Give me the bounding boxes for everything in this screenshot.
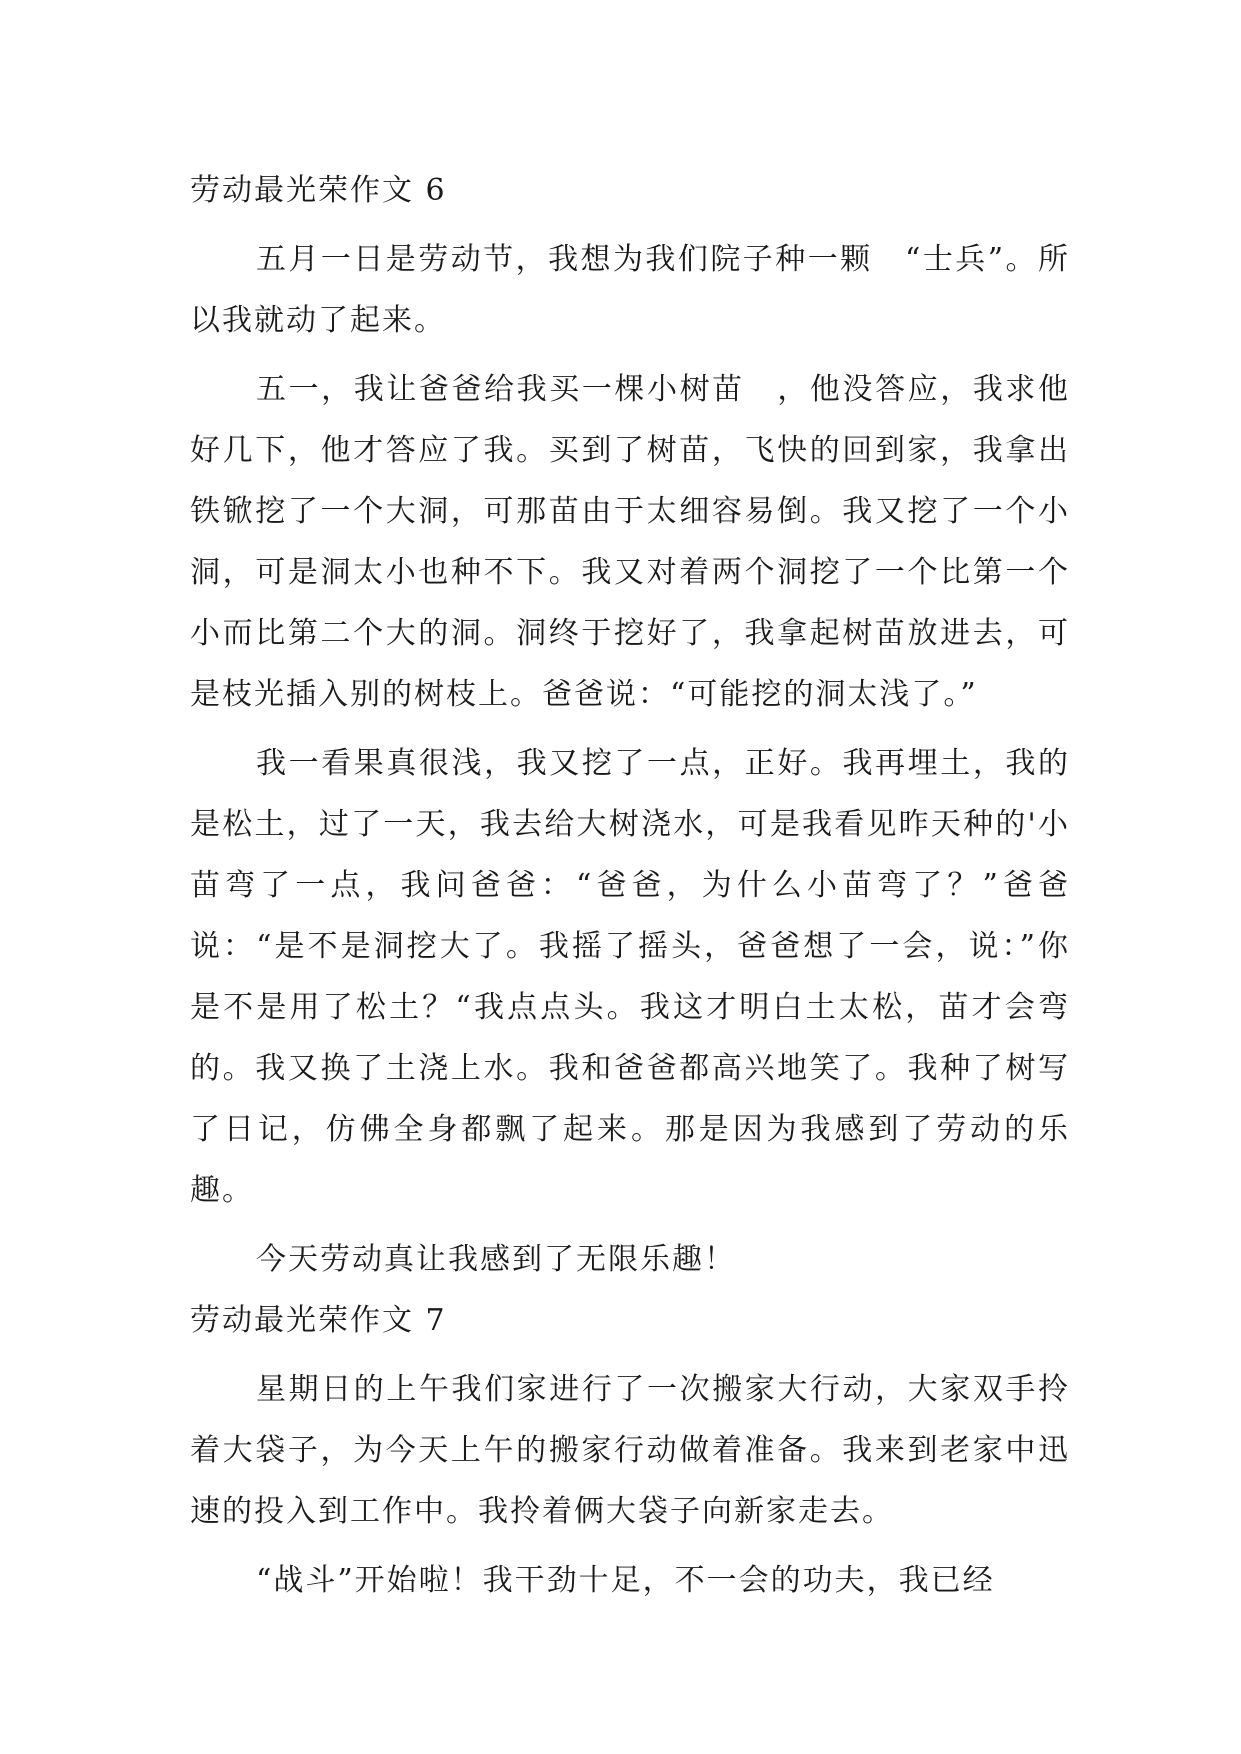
paragraph: 星期日的上午我们家进行了一次搬家大行动，大家双手拎着大袋子，为今天上午的搬家行动做着准备。我来到老家中迅速的投入到工作中。我拎着俩大袋子向新家走去。: [190, 1372, 1070, 1529]
paragraph: 五月一日是劳动节，我想为我们院子种一颗 “士兵”。所以我就动了起来。: [190, 242, 1070, 338]
paragraph: “战斗”开始啦！我干劲十足，不一会的功夫，我已经: [256, 1563, 995, 1598]
section-title-6: 劳动最光荣作文 6: [190, 173, 447, 208]
document-body: [190, 160, 1070, 1611]
paragraph: 五一，我让爸爸给我买一棵小树苗 ，他没答应，我求他好几下，他才答应了我。买到了树苗，飞快的回到家，我拿出铁锨挖了一个大洞，可那苗由于太细容易倒。我又挖了一个小洞，可是洞太小也种不下。我又对着两个洞挖了一个比第一个小而比第二个大的洞。洞终于挖好了，我拿起树苗放进去，可是枝光插入别的树枝上。爸爸说：“可能挖的洞太浅了。”: [190, 372, 1070, 712]
section-title-7: 劳动最光荣作文 7: [190, 1303, 447, 1338]
paragraph: 我一看果真很浅，我又挖了一点，正好。我再埋土，我的是松土，过了一天，我去给大树浇水，可是我看见昨天种的'小苗弯了一点，我问爸爸：“爸爸，为什么小苗弯了？”爸爸说：“是不是洞挖大了。我摇了摇头，爸爸想了一会，说：”你是不是用了松土？“我点点头。我这才明白土太松，苗才会弯的。我又换了土浇上水。我和爸爸都高兴地笑了。我种了树写了日记，仿佛全身都飘了起来。那是因为我感到了劳动的乐趣。: [190, 746, 1070, 1208]
paragraph: 今天劳动真让我感到了无限乐趣！: [256, 1242, 736, 1277]
